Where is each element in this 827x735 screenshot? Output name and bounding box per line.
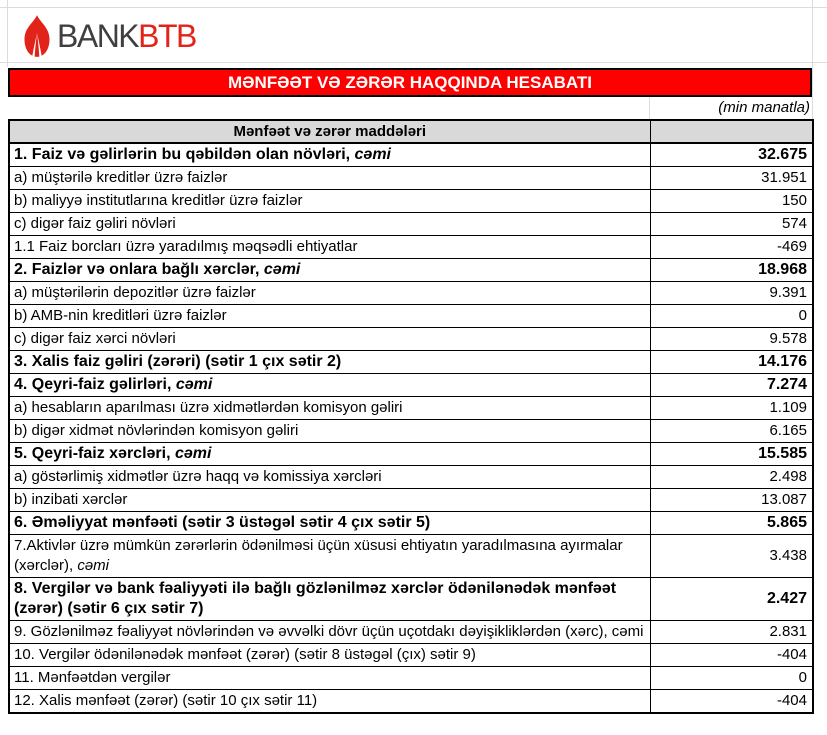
row-value-cell: 3.438 (650, 535, 813, 578)
table-row (9, 443, 813, 466)
row-value-cell: 0 (650, 667, 813, 690)
row-label-cell (9, 282, 650, 305)
table-row (9, 374, 813, 397)
table-body (9, 143, 813, 713)
row-label: 9. Gözlənilməz fəaliyyət növlərindən və əvvəlki dövr üçün uçotdakı dəyişikliklərdən (xərc), cəmi (14, 623, 644, 640)
table-row (9, 236, 813, 259)
table-row (9, 351, 813, 374)
row-label: 10. Vergilər ödənilənədək mənfəət (zərər) (sətir 8 üstəgəl (çıx) sətir 9) (14, 646, 476, 663)
row-label: c) digər faiz xərci növləri (14, 330, 176, 347)
logo-wordmark (57, 11, 196, 61)
row-label-cell (9, 535, 650, 578)
row-value-cell: 7.274 (650, 374, 813, 397)
row-label: a) müştərilə kreditlər üzrə faizlər (14, 169, 228, 186)
row-label: b) inzibati xərclər (14, 491, 128, 508)
row-label: a) müştərilərin depozitlər üzrə faizlər (14, 284, 256, 301)
row-label-cell (9, 512, 650, 535)
table-row (9, 621, 813, 644)
row-label: 11. Mənfəətdən vergilər (14, 669, 171, 686)
row-label: a) göstərlimiş xidmətlər üzrə haqq və komissiya xərcləri (14, 468, 382, 485)
row-label-cell (9, 351, 650, 374)
table-row (9, 328, 813, 351)
gridline (0, 62, 827, 63)
row-value-cell: -404 (650, 690, 813, 714)
table-row (9, 690, 813, 714)
bank-btb-logo (22, 11, 196, 61)
row-label-cell (9, 328, 650, 351)
gridline (0, 7, 827, 8)
row-label-cell (9, 397, 650, 420)
table-row (9, 213, 813, 236)
row-value-cell: 0 (650, 305, 813, 328)
table-row (9, 578, 813, 621)
row-value-cell: 31.951 (650, 167, 813, 190)
row-label-cell (9, 578, 650, 621)
row-label-cell (9, 305, 650, 328)
row-label-cell (9, 443, 650, 466)
table-row (9, 644, 813, 667)
row-value-cell: 2.498 (650, 466, 813, 489)
row-value-cell: 15.585 (650, 443, 813, 466)
table-row (9, 190, 813, 213)
row-label: b) AMB-nin kreditləri üzrə faizlər (14, 307, 227, 324)
row-label-italic-suffix: cəmi (174, 445, 212, 462)
row-label: a) hesabların aparılması üzrə xidmətlərdən komisyon gəliri (14, 399, 403, 416)
table-row (9, 489, 813, 512)
row-value-cell: 574 (650, 213, 813, 236)
row-value-cell: 14.176 (650, 351, 813, 374)
row-value-cell: 9.578 (650, 328, 813, 351)
gridline (7, 0, 8, 67)
row-label: c) digər faiz gəliri növləri (14, 215, 176, 232)
row-label-italic-suffix: cəmi (263, 261, 301, 278)
table-row (9, 167, 813, 190)
table-row (9, 305, 813, 328)
report-title: MƏNFƏƏT VƏ ZƏRƏR HAQQINDA HESABATI (228, 72, 592, 92)
row-label-italic-suffix: cəmi (175, 376, 213, 393)
row-label: 6. Əməliyyat mənfəəti (sətir 3 üstəgəl sətir 4 çıx sətir 5) (14, 514, 431, 531)
row-label: 12. Xalis mənfəət (zərər) (sətir 10 çıx sətir 11) (14, 692, 318, 709)
row-label-cell (9, 167, 650, 190)
table-row (9, 535, 813, 578)
row-value-cell: 5.865 (650, 512, 813, 535)
gridline (812, 0, 813, 119)
row-label-cell (9, 644, 650, 667)
gridline (649, 96, 650, 119)
row-value-cell: -404 (650, 644, 813, 667)
row-label-cell (9, 213, 650, 236)
row-label: 7.Aktivlər üzrə mümkün zərərlərin ödənilməsi üçün xüsusi ehtiyatın yaradılmasına ayırmalar (xərclər), (14, 537, 623, 574)
table-row (9, 397, 813, 420)
row-label-cell (9, 489, 650, 512)
row-value-cell: 18.968 (650, 259, 813, 282)
row-label-cell (9, 143, 650, 167)
table-row (9, 466, 813, 489)
row-label-italic-suffix: cəmi (354, 146, 391, 163)
row-label-cell (9, 667, 650, 690)
row-label: b) digər xidmət növlərindən komisyon gəliri (14, 422, 299, 439)
row-value-cell: 6.165 (650, 420, 813, 443)
row-value-cell: 1.109 (650, 397, 813, 420)
row-label: 4. Qeyri-faiz gəlirləri, (14, 376, 176, 393)
table-row (9, 259, 813, 282)
row-value-cell: 2.831 (650, 621, 813, 644)
row-label-cell (9, 236, 650, 259)
row-label-cell (9, 466, 650, 489)
row-label-cell (9, 690, 650, 714)
unit-note: (min manatla) (718, 99, 810, 116)
logo-btb-text: BTB (138, 18, 196, 54)
table-row (9, 512, 813, 535)
row-value-cell: 150 (650, 190, 813, 213)
pnl-table (8, 119, 814, 714)
row-label: 5. Qeyri-faiz xərcləri, (14, 445, 175, 462)
row-value-cell: 2.427 (650, 578, 813, 621)
row-value-cell: 32.675 (650, 143, 813, 167)
row-label: 8. Vergilər və bank fəaliyyəti ilə bağlı gözlənilməz xərclər ödənilənədək mənfəət (zərər) (sətir 6 çıx sətir 7) (14, 580, 617, 617)
row-label-cell (9, 374, 650, 397)
row-label: b) maliyyə institutlarına kreditlər üzrə faizlər (14, 192, 303, 209)
table-row (9, 420, 813, 443)
row-value-cell: 9.391 (650, 282, 813, 305)
row-label-italic-suffix: cəmi (77, 557, 110, 574)
row-label: 3. Xalis faiz gəliri (zərəri) (sətir 1 çıx sətir 2) (14, 353, 342, 370)
report-title-bar (8, 68, 812, 97)
row-value-cell: -469 (650, 236, 813, 259)
row-label-cell (9, 259, 650, 282)
row-label: 1.1 Faiz borcları üzrə yaradılmış məqsədli ehtiyatlar (14, 238, 358, 255)
row-value-cell: 13.087 (650, 489, 813, 512)
table-row (9, 143, 813, 167)
row-label: 1. Faiz və gəlirlərin bu qəbildən olan növləri, (14, 146, 355, 163)
table-header-row (9, 120, 813, 143)
table-row (9, 282, 813, 305)
table-row (9, 667, 813, 690)
row-label: 2. Faizlər və onlara bağlı xərclər, (14, 261, 264, 278)
items-column-header: Mənfəət və zərər maddələri (9, 120, 650, 143)
row-label-cell (9, 190, 650, 213)
row-label-cell (9, 420, 650, 443)
logo-bank-text: BANK (57, 18, 139, 54)
row-label-cell (9, 621, 650, 644)
flame-icon (22, 11, 52, 61)
value-column-header (650, 120, 813, 143)
